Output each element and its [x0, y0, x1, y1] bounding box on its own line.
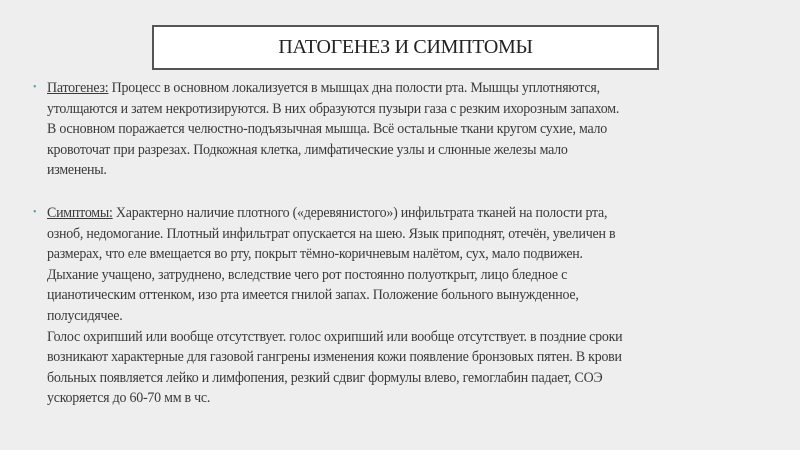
- text-line: больных появляется лейко и лимфопения, резкий сдвиг формулы влево, гемоглабин падает, СОЭ: [47, 369, 603, 386]
- slide-title: [152, 25, 659, 70]
- text-line: возникают характерные для газовой гангрены изменения кожи появление бронзовых пятен. В крови: [47, 349, 622, 366]
- pathogenesis-label: Патогенез:: [47, 80, 109, 96]
- text-line: Патогенез: Процесс в основном локализуется в мышцах дна полости рта. Мышцы уплотняются,: [47, 80, 600, 96]
- symptoms-paragraph: [33, 203, 666, 409]
- text-line: ускоряется до 60-70 мм в чс.: [47, 390, 211, 407]
- text-line: озноб, недомогание. Плотный инфильтрат опускается на шею. Язык приподнят, отечён, увеличен в: [47, 225, 616, 242]
- text-line: цианотическим оттенком, изо рта имеется гнилой запах. Положение больного вынужденное,: [47, 287, 579, 304]
- text-line: В основном поражается челюстно-подъязычная мышца. Всё остальные ткани кругом сухие, мало: [47, 121, 608, 138]
- text-line: Дыхание учащено, затруднено, вследствие чего рот постоянно полуоткрыт, лицо бледное с: [47, 266, 568, 283]
- text-line: утолщаются и затем некротизируются. В них образуются пузыри газа с резким ихорозным запахом.: [47, 100, 620, 117]
- slide-title-text: ПАТОГЕНЕЗ И СИМПТОМЫ: [278, 36, 533, 58]
- text-line: полусидячее.: [47, 307, 123, 324]
- symptoms-label: Симптомы:: [47, 205, 113, 221]
- bullet-icon: •: [33, 207, 37, 218]
- pathogenesis-paragraph: [33, 78, 662, 181]
- bullet-icon: •: [33, 82, 37, 93]
- text-line: изменены.: [47, 162, 107, 179]
- text-line: кровоточат при разрезах. Подкожная клетка, лимфатические узлы и слюнные железы мало: [47, 141, 568, 158]
- text-line: размерах, что еле вмещается во рту, покрыт тёмно-коричневым налётом, сух, мало подвижен.: [47, 246, 583, 263]
- text-line: Симптомы: Характерно наличие плотного («деревянистого») инфильтрата тканей на полости рта,: [47, 205, 608, 221]
- text-line: Голос охрипший или вообще отсутствует. голос охрипший или вообще отсутствует. в поздние сроки: [47, 328, 623, 345]
